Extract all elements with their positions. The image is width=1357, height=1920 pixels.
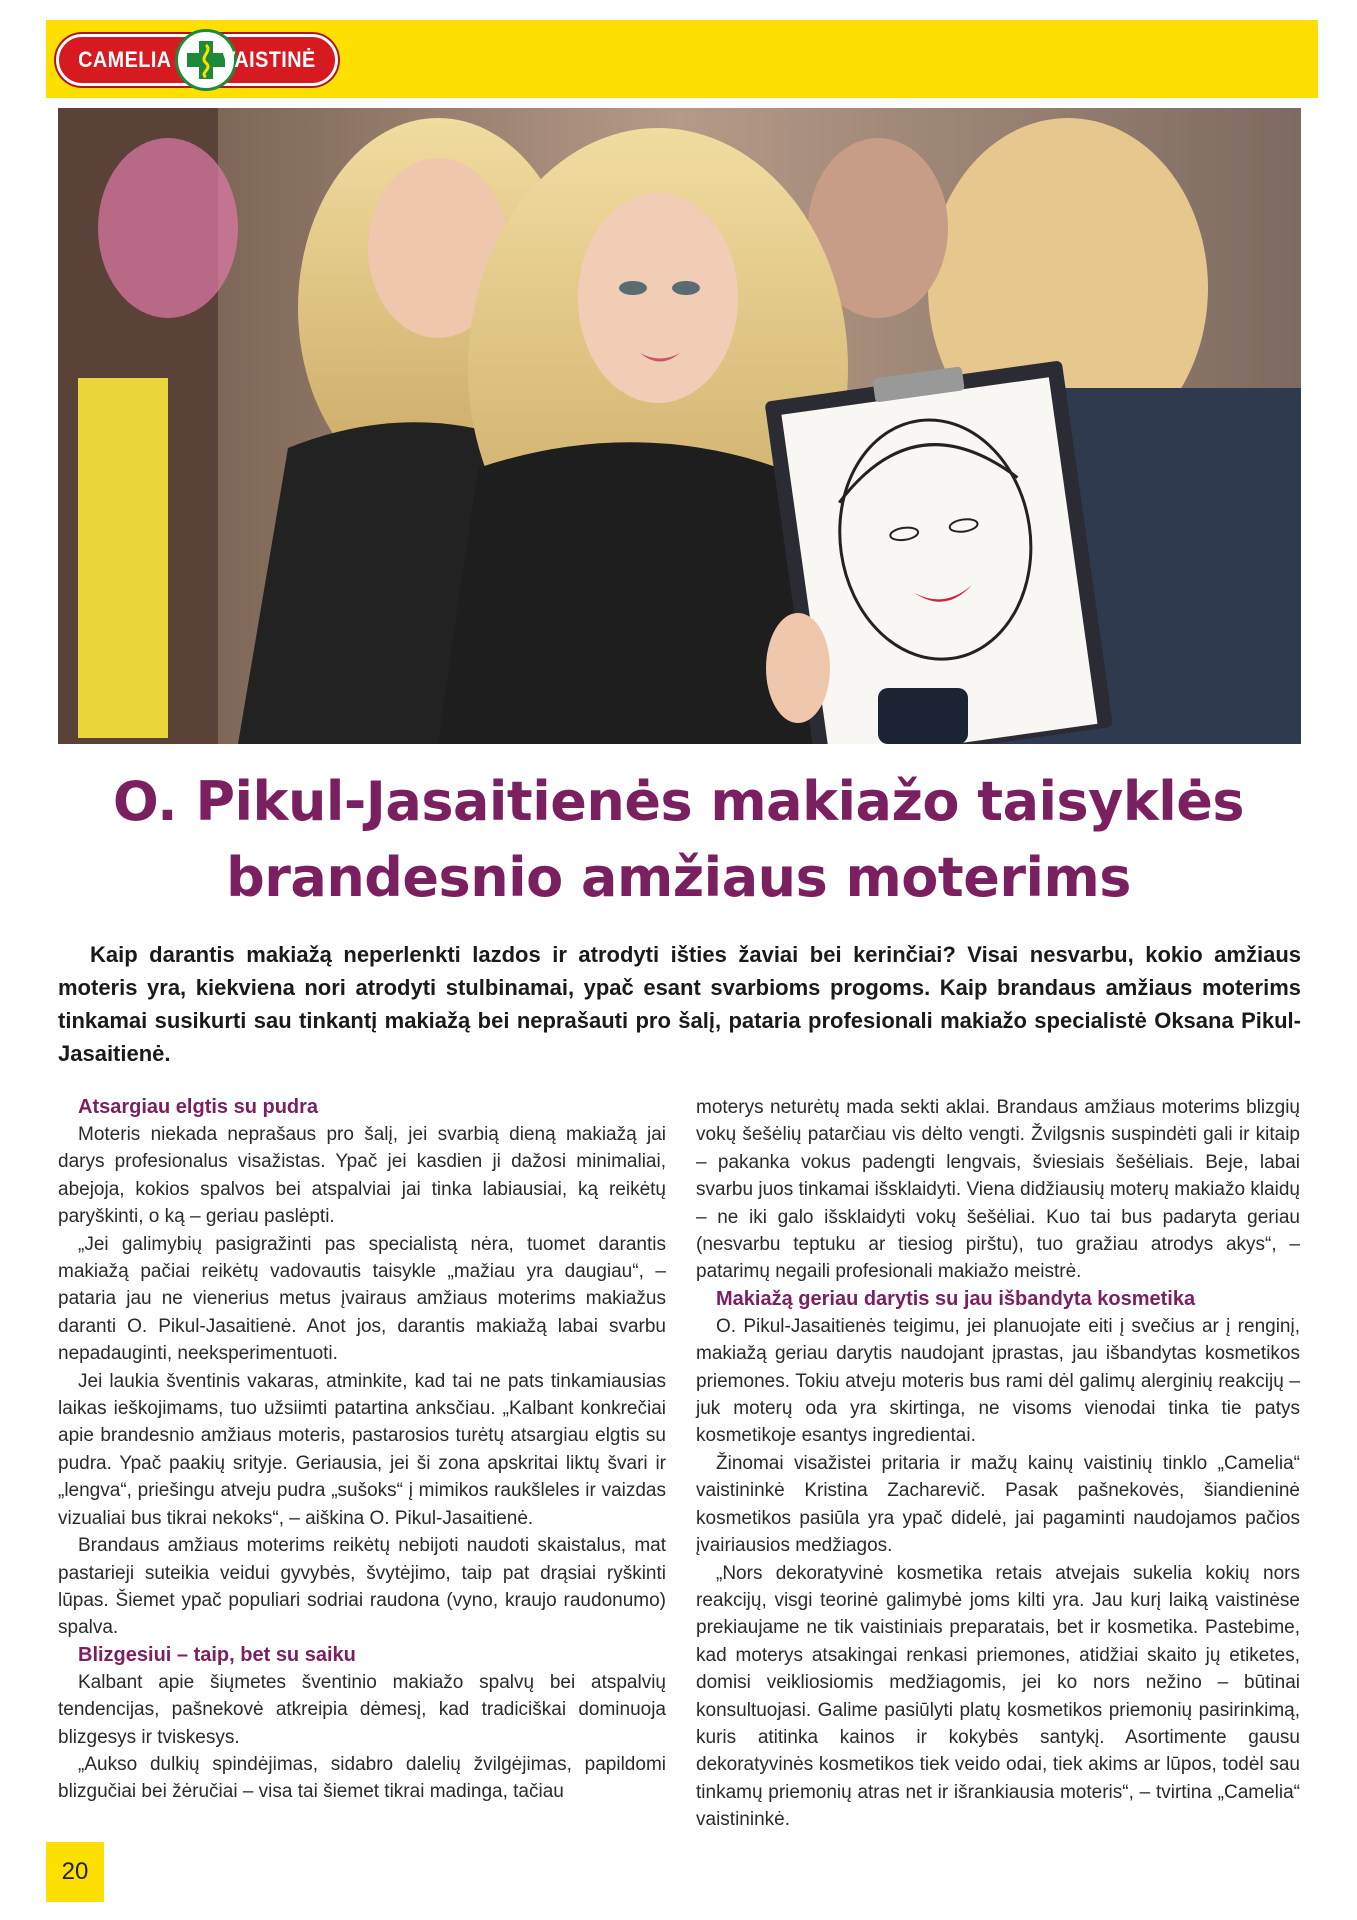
headline-line-1: O. Pikul-Jasaitienės makiažo taisyklės <box>112 770 1245 833</box>
headline-line-2: brandesnio amžiaus moterims <box>226 846 1131 909</box>
logo-word-right: VAISTINĖ <box>222 47 316 72</box>
logo-word-left: CAMELIA <box>78 47 172 72</box>
article-lead: Kaip darantis makiažą neperlenkti lazdos ir atrodyti išties žaviai bei kerinčiai? Visai nesvarbu, kokio amžiaus moteris yra, kiekviena nori atrodyti stulbinamai, ypač esant svarbioms progoms. Kaip brandaus amžiaus moterims tinkamai susikurti sau tinkantį makiažą bei neprašauti pro šalį, pataria profesionali makiažo specialistė Oksana Pikul-Jasaitienė. <box>58 942 1301 1066</box>
paragraph: Žinomai visažistei pritaria ir mažų kainų vaistinių tinklo „Camelia“ vaistininkė Kristina Zacharevič. Pasak pašnekovės, šiandieninė kosmetikos pasiūla yra ypač didelė, jai pagaminti naudojamos pačios įvairiausios medžiagos. <box>696 1452 1300 1557</box>
paragraph: Kalbant apie šiųmetes šventinio makiažo spalvų bei atspalvių tendencijas, pašnekovė atkreipia dėmesį, kad tradiciškai dominuoja blizgesys ir tviskesys. <box>58 1671 666 1748</box>
section-heading: Blizgesiui – taip, bet su saiku <box>78 1643 356 1666</box>
header-bar <box>46 20 1318 98</box>
paragraph: „Jei galimybių pasigražinti pas specialistą nėra, tuomet darantis makiažą pačiai reikėtų vadovautis taisykle „mažiau yra daugiau“, – pataria jau ne vienerius metus įvairaus amžiaus moterims makiažus daranti O. Pikul-Jasaitienė. Anot jos, darantis makiažą labai svarbu nepadauginti, neeksperimentuoti. <box>58 1233 666 1365</box>
section-heading: Makiažą geriau darytis su jau išbandyta kosmetika <box>716 1287 1196 1310</box>
paragraph: Moteris niekada neprašaus pro šalį, jei svarbią dieną makiažą jai darys profesionalus visažistas. Ypač jei kasdien ji dažosi minimaliai, abejoja, kokios spalvos bei atspalviai jai tinka labiausiai, ką reikėtų paryškinti, o ką – geriau paslėpti. <box>58 1124 666 1228</box>
paragraph: moterys neturėtų mada sekti aklai. Brandaus amžiaus moterims blizgių vokų šešėlių patarčiau vis dėlto vengti. Žvilgsnis suspindėti gali ir kitaip – pakanka vokus padengti lengvais, šviesiais šešėliais. Beje, labai svarbu juos tinkamai išsklaidyti. Viena didžiausių moterų makiažo klaidų – ne iki galo išsklaidyti vokų šešėliai. Kuo tai bus padaryta geriau (nesvarbu teptuku ar tiesiog pirštu), tuo gražiau atrodys akys“, – patarimų negaili profesionali makiažo meistrė. <box>696 1097 1300 1283</box>
paragraph: Jei laukia šventinis vakaras, atminkite, kad tai ne pats tinkamiausias laikas ieškojimams, tuo užsiimti patartina anksčiau. „Kalbant konkrečiai apie brandesnio amžiaus moteris, pastarosios turėtų atsargiau elgtis su pudra. Ypač paakių srityje. Geriausia, jei ši zona apskritai liktų švari ir „lengva“, priešingu atveju pudra „sušoks“ į mimikos raukšleles ir vaizdas vizualiai bus tikrai nekoks“, – aiškina O. Pikul-Jasaitienė. <box>58 1370 666 1529</box>
right-column <box>696 1094 1300 1834</box>
paragraph: „Aukso dulkių spindėjimas, sidabro dalelių žvilgėjimas, papildomi blizgučiai bei žėručiai – visa tai šiemet tikrai madinga, tačiau <box>58 1753 666 1803</box>
paragraph: Brandaus amžiaus moterims reikėtų nebijoti naudoti skaistalus, mat pastarieji suteikia veidui gyvybės, švytėjimo, taip pat drąsiai ryškinti lūpas. Šiemet ypač populiari sodriai raudona (vyno, kraujo raudonumo) spalva. <box>58 1535 666 1639</box>
left-column <box>58 1094 666 1806</box>
section-heading: Atsargiau elgtis su pudra <box>78 1096 319 1118</box>
camelia-logo[interactable] <box>56 34 338 86</box>
paragraph: „Nors dekoratyvinė kosmetika retais atvejais sukelia kokių nors reakcijų, visgi teorinė galimybė joms kilti yra. Jau kurį laiką vaistinėse prekiaujame ne tik vaistiniais preparatais, bet ir kosmetika. Pastebime, kad moterys atsakingai renkasi priemones, atidžiai skaito jų etiketes, domisi veikliosiomis medžiagomis, jei ko nors nežino – būtinai konsultuojasi. Galime pasiūlyti platų kosmetikos priemonių pasirinkimą, kuris atitinka kainos ir kokybės santykį. Asortimente gausu dekoratyvinės kosmetikos tiek veido odai, tiek akims ar lūpos, todėl sau tinkamų priemonių atras net ir išrankiausia moteris“, – tvirtina „Camelia“ vaistininkė. <box>696 1562 1300 1831</box>
paragraph: O. Pikul-Jasaitienės teigimu, jei planuojate eiti į svečius ar į renginį, makiažą geriau darytis naudojant įprastas, jau išbandytas kosmetikos priemones. Tokiu atveju moteris bus rami dėl galimų alerginių reakcijų – juk moterų oda yra skirtinga, ne visoms vienodai tinka tie patys kosmetikoje esantys ingredientai. <box>696 1315 1300 1447</box>
page-number: 20 <box>46 1842 104 1902</box>
article-photo <box>58 108 1301 744</box>
photo-scene-icon <box>58 108 1301 744</box>
article-headline <box>40 764 1317 916</box>
